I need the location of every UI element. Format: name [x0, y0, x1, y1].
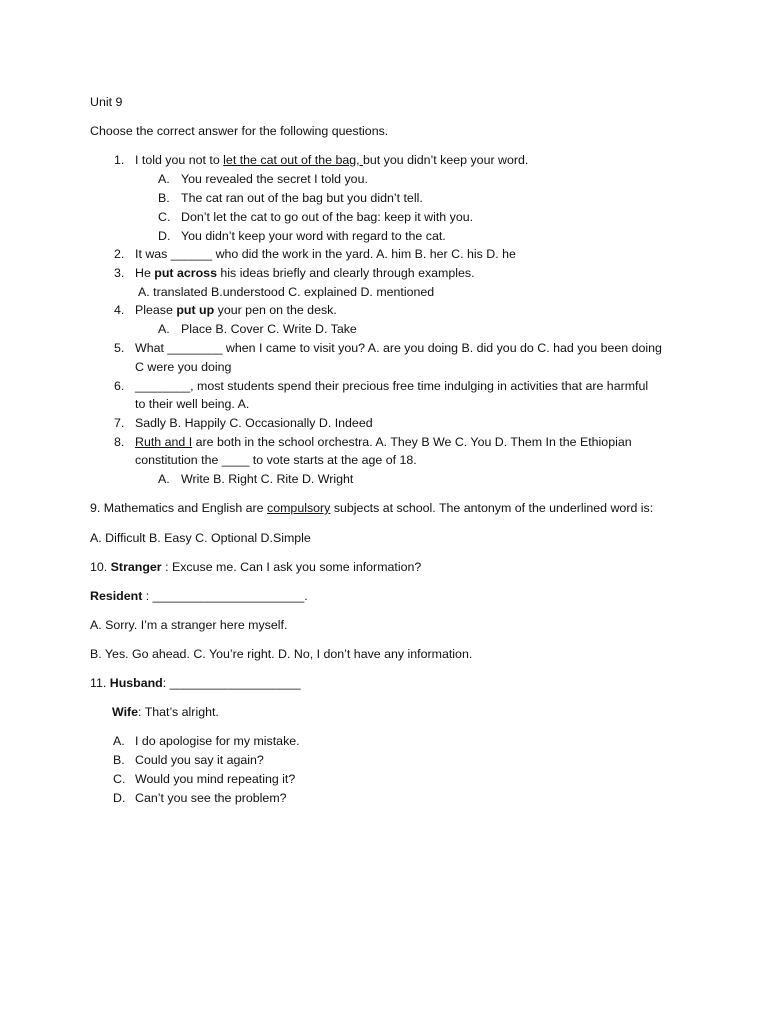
q1-option-c: Don’t let the cat to go out of the bag: keep it with you.	[181, 210, 474, 224]
q10-line2	[90, 588, 308, 604]
q9-stem-post: subjects at school. The antonym of the underlined word is:	[330, 501, 654, 515]
q8-options-letter: A.	[158, 472, 170, 486]
instructions: Choose the correct answer for the following questions.	[90, 124, 389, 138]
q1-option-a: You revealed the secret I told you.	[181, 172, 368, 186]
q10-line2-text: : ______________________.	[142, 589, 308, 603]
q9-stem-pre: 9. Mathematics and English are	[90, 501, 268, 515]
q6-number: 6.	[114, 379, 125, 393]
q4-phrasal-verb: put up	[176, 303, 215, 317]
q11-line1-text: : ___________________	[162, 676, 301, 690]
q3-options: A. translated B.understood C. explained D. mentioned	[138, 285, 435, 299]
q8-line2: constitution the ____ to vote starts at the age of 18.	[135, 453, 417, 467]
q10-line1-text: : Excuse me. Can I ask you some information?	[161, 560, 422, 574]
q10-options-bcd: B. Yes. Go ahead. C. You’re right. D. No, I don’t have any information.	[90, 647, 473, 661]
q3-phrasal-verb: put across	[154, 266, 217, 280]
q4-options-letter: A.	[158, 322, 170, 336]
q2-number: 2.	[114, 247, 125, 261]
q3-stem-pre: He	[135, 266, 155, 280]
q8-line1	[135, 434, 632, 450]
q3-stem-post: his ideas briefly and clearly through examples.	[216, 266, 475, 280]
q1-option-c-letter: C.	[158, 210, 171, 224]
q1-stem	[135, 152, 528, 168]
q1-option-a-letter: A.	[158, 172, 170, 186]
q1-option-b-letter: B.	[158, 191, 170, 205]
q5-line2: C were you doing	[135, 360, 232, 374]
q8-underlined-subject: Ruth and I	[135, 435, 193, 449]
q1-number: 1.	[114, 153, 125, 167]
q11-speaker-husband: Husband	[109, 676, 163, 690]
q10-speaker-stranger: Stranger	[110, 560, 162, 574]
q3-stem	[135, 265, 475, 281]
q1-option-d-letter: D.	[158, 229, 171, 243]
q11-option-c-letter: C.	[113, 772, 126, 786]
q4-options: Place B. Cover C. Write D. Take	[181, 322, 357, 336]
q11-option-a-letter: A.	[113, 734, 125, 748]
q10-line1	[90, 559, 421, 575]
q8-options: Write B. Right C. Rite D. Wright	[181, 472, 354, 486]
q7-number: 7.	[114, 416, 125, 430]
q11-line1	[90, 675, 301, 691]
q8-number: 8.	[114, 435, 125, 449]
q1-stem-pre: I told you not to	[135, 153, 224, 167]
q10-option-a: A. Sorry. I’m a stranger here myself.	[90, 618, 288, 632]
q11-line2	[112, 704, 219, 720]
q11-option-b-letter: B.	[113, 753, 125, 767]
q11-speaker-wife: Wife	[112, 705, 139, 719]
q5-number: 5.	[114, 341, 125, 355]
q9-underlined-word: compulsory	[267, 501, 331, 515]
q4-stem	[135, 302, 337, 318]
q4-stem-pre: Please	[135, 303, 177, 317]
q8-line1-rest: are both in the school orchestra. A. They B We C. You D. Them In the Ethiopian	[192, 435, 632, 449]
q10-speaker-resident: Resident	[90, 589, 143, 603]
q1-option-b: The cat ran out of the bag but you didn’t tell.	[181, 191, 423, 205]
q6-line1: ________, most students spend their precious free time indulging in activities that are harmful	[135, 379, 649, 393]
q11-option-a: I do apologise for my mistake.	[135, 734, 300, 748]
q11-option-d-letter: D.	[113, 791, 126, 805]
q1-stem-post: but you didn’t keep your word.	[363, 153, 529, 167]
q4-number: 4.	[114, 303, 125, 317]
q11-number: 11.	[90, 676, 110, 690]
q6-line2: to their well being. A.	[135, 397, 250, 411]
q7-text: Sadly B. Happily C. Occasionally D. Indeed	[135, 416, 373, 430]
q5-line1: What ________ when I came to visit you? A. are you doing B. did you do C. had you been doing	[135, 341, 662, 355]
q9-options: A. Difficult B. Easy C. Optional D.Simple	[90, 531, 311, 545]
q10-number: 10.	[90, 560, 111, 574]
q11-option-b: Could you say it again?	[135, 753, 264, 767]
q1-option-d: You didn’t keep your word with regard to the cat.	[181, 229, 446, 243]
q4-stem-post: your pen on the desk.	[214, 303, 337, 317]
q9-stem	[90, 500, 653, 516]
q11-option-d: Can’t you see the problem?	[135, 791, 287, 805]
q2-text: It was ______ who did the work in the yard. A. him B. her C. his D. he	[135, 247, 516, 261]
q11-line2-text: : That’s alright.	[138, 705, 219, 719]
q1-idiom: let the cat out of the bag,	[223, 153, 364, 167]
q11-option-c: Would you mind repeating it?	[135, 772, 296, 786]
unit-title: Unit 9	[90, 95, 123, 109]
q3-number: 3.	[114, 266, 125, 280]
